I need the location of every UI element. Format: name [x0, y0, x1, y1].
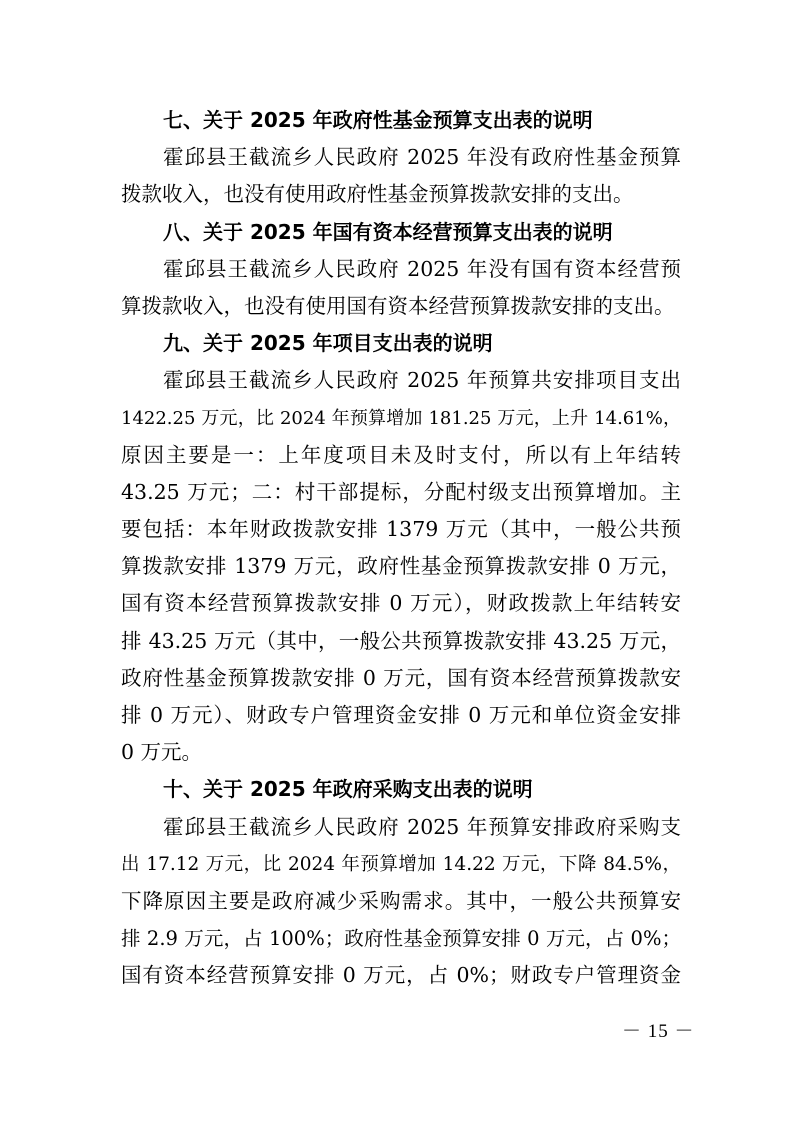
paragraph-line: 原因主要是一：上年度项目未及时支付，所以有上年结转	[121, 442, 681, 467]
paragraph-line: 算拨款收入，也没有使用国有资本经营预算拨款安排的支出。	[121, 293, 675, 318]
paragraph-line: 霍邱县王截流乡人民政府 2025 年预算安排政府采购支	[163, 814, 681, 839]
paragraph-line: 算拨款安排 1379 万元，政府性基金预算拨款安排 0 万元，	[121, 554, 681, 579]
document-body	[121, 102, 681, 995]
paragraph-line: 国有资本经营预算安排 0 万元，占 0%；财政专户管理资金	[121, 963, 681, 988]
page-number: － 15 －	[622, 1021, 695, 1042]
section-heading-7: 七、关于 2025 年政府性基金预算支出表的说明	[163, 108, 593, 132]
section-heading-10: 十、关于 2025 年政府采购支出表的说明	[163, 777, 533, 802]
paragraph-line: 0 万元。	[121, 740, 203, 765]
paragraph-line: 霍邱县王截流乡人民政府 2025 年没有国有资本经营预	[163, 256, 681, 281]
section-heading-9: 九、关于 2025 年项目支出表的说明	[163, 331, 493, 356]
paragraph-line: 排 2.9 万元，占 100%；政府性基金预算安排 0 万元，占 0%；	[121, 927, 681, 951]
paragraph-line: 排 0 万元）、财政专户管理资金安排 0 万元和单位资金安排	[121, 703, 681, 727]
paragraph-line: 拨款收入，也没有使用政府性基金预算拨款安排的支出。	[121, 182, 634, 207]
paragraph-line: 国有资本经营预算拨款安排 0 万元），财政拨款上年结转安	[121, 591, 681, 616]
paragraph-line: 霍邱县王截流乡人民政府 2025 年预算共安排项目支出	[163, 368, 681, 393]
paragraph-line: 43.25 万元；二：村干部提标，分配村级支出预算增加。主	[121, 479, 681, 504]
paragraph-line: 政府性基金预算拨款安排 0 万元，国有资本经营预算拨款安	[121, 665, 681, 690]
paragraph-line: 1422.25 万元，比 2024 年预算增加 181.25 万元，上升 14.61%，	[121, 407, 681, 429]
paragraph-line: 排 43.25 万元（其中，一般公共预算拨款安排 43.25 万元，	[121, 628, 681, 653]
section-heading-8: 八、关于 2025 年国有资本经营预算支出表的说明	[163, 219, 613, 244]
paragraph-line: 霍邱县王截流乡人民政府 2025 年没有政府性基金预算	[163, 145, 681, 170]
paragraph-line: 要包括：本年财政拨款安排 1379 万元（其中，一般公共预	[121, 517, 681, 542]
paragraph-line: 下降原因主要是政府减少采购需求。其中，一般公共预算安	[121, 888, 681, 913]
paragraph-line: 出 17.12 万元，比 2024 年预算增加 14.22 万元，下降 84.5%，	[121, 853, 681, 875]
